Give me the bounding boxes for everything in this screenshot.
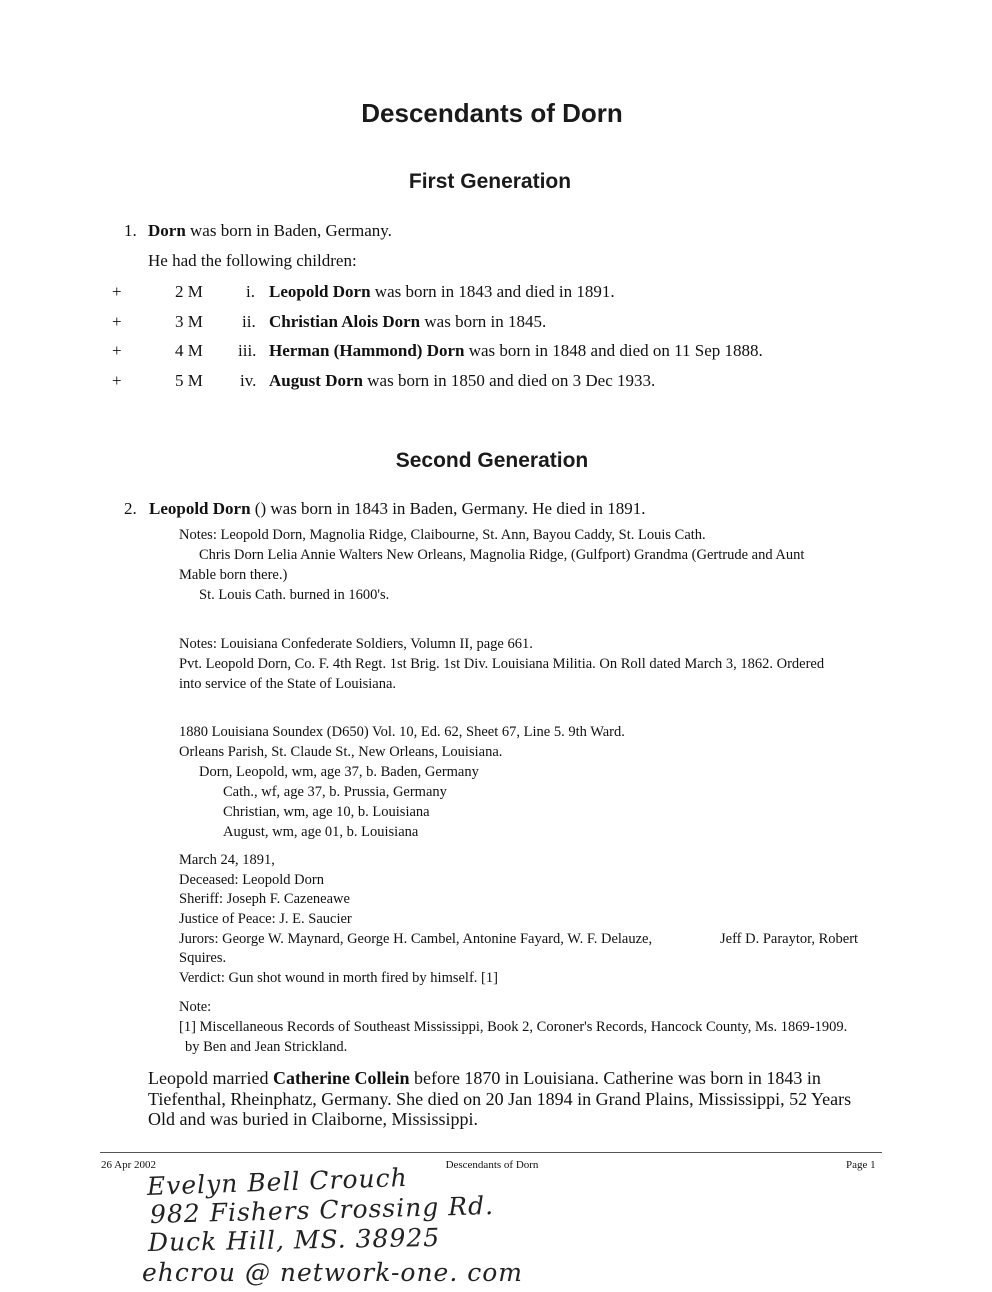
census-line: Christian, wm, age 10, b. Louisiana — [223, 804, 430, 820]
plus-marker: + — [112, 341, 122, 360]
coroner-line: Sheriff: Joseph F. Cazeneawe — [179, 891, 350, 907]
coroner-line: March 24, 1891, — [179, 852, 275, 868]
plus-marker: + — [112, 371, 122, 390]
gen1-entry-text: was born in Baden, Germany. — [185, 221, 392, 240]
coroner-line: Jurors: George W. Maynard, George H. Cambel, Antonine Fayard, W. F. Delauze, — [179, 931, 653, 947]
child-name: August Dorn — [269, 371, 363, 390]
first-generation-heading: First Generation — [408, 170, 572, 193]
child-text — [269, 371, 655, 391]
coroner-line: Jeff D. Paraytor, Robert — [720, 931, 859, 947]
child-text — [269, 282, 615, 302]
coroner-line: Deceased: Leopold Dorn — [179, 872, 324, 888]
child-roman: i. — [246, 282, 255, 301]
coroner-line: Verdict: Gun shot wound in morth fired by himself. [1] — [179, 970, 498, 986]
gen2-entry-number: 2. — [124, 499, 137, 518]
note-line: Pvt. Leopold Dorn, Co. F. 4th Regt. 1st Brig. 1st Div. Louisiana Militia. On Roll dated March 3, 1862. Ordered — [179, 656, 825, 672]
census-line: Orleans Parish, St. Claude St., New Orleans, Louisiana. — [179, 744, 503, 760]
child-roman: iii. — [238, 341, 257, 360]
child-detail: was born in 1848 and died on 11 Sep 1888. — [464, 341, 763, 360]
gen2-entry-name: Leopold Dorn — [149, 499, 251, 518]
child-number: 2 M — [175, 282, 203, 301]
handwritten-line: Duck Hill, MS. 38925 — [147, 1222, 441, 1257]
note-line: Notes: Louisiana Confederate Soldiers, Volumn II, page 661. — [179, 636, 533, 652]
note-line: Mable born there.) — [179, 567, 288, 583]
child-text — [269, 341, 763, 361]
spouse-name: Catherine Collein — [272, 1068, 410, 1088]
gen1-entry-number: 1. — [124, 221, 137, 240]
marriage-line: Tiefenthal, Rheinphatz, Germany. She died on 20 Jan 1894 in Grand Plains, Mississippi, 52 Years — [148, 1089, 852, 1109]
citation-line: [1] Miscellaneous Records of Southeast Mississippi, Book 2, Coroner's Records, Hancock County, Ms. 1869-1909. — [179, 1019, 848, 1035]
footer-rule — [100, 1152, 882, 1153]
gen2-entry — [149, 499, 646, 519]
gen2-entry-text: () was born in 1843 in Baden, Germany. He died in 1891. — [250, 499, 646, 518]
marriage-text: before 1870 in Louisiana. Catherine was born in 1843 in — [409, 1068, 821, 1088]
plus-marker: + — [112, 312, 122, 331]
note-line: Notes: Leopold Dorn, Magnolia Ridge, Claibourne, St. Ann, Bayou Caddy, St. Louis Cath. — [179, 527, 706, 543]
gen1-entry-name: Dorn — [148, 221, 186, 240]
handwritten-line: ehcrou @ network-one. com — [142, 1258, 523, 1287]
footer-page: Page 1 — [846, 1159, 876, 1171]
child-name: Herman (Hammond) Dorn — [269, 341, 465, 360]
census-line: August, wm, age 01, b. Louisiana — [223, 824, 419, 840]
child-detail: was born in 1843 and died in 1891. — [370, 282, 615, 301]
plus-marker: + — [112, 282, 122, 301]
page-title: Descendants of Dorn — [361, 98, 623, 128]
census-line: Dorn, Leopold, wm, age 37, b. Baden, Germany — [199, 764, 479, 780]
child-detail: was born in 1850 and died on 3 Dec 1933. — [363, 371, 656, 390]
handwritten-line: 982 Fishers Crossing Rd. — [149, 1190, 495, 1229]
child-text — [269, 312, 546, 332]
child-roman: iv. — [240, 371, 257, 390]
child-detail: was born in 1845. — [420, 312, 547, 331]
handwritten-line: Evelyn Bell Crouch — [146, 1162, 409, 1201]
census-line: Cath., wf, age 37, b. Prussia, Germany — [223, 784, 447, 800]
child-number: 3 M — [175, 312, 203, 331]
child-number: 4 M — [175, 341, 203, 360]
children-intro: He had the following children: — [148, 251, 357, 270]
note-label: Note: — [179, 999, 212, 1015]
child-number: 5 M — [175, 371, 203, 390]
child-roman: ii. — [242, 312, 256, 331]
note-line: St. Louis Cath. burned in 1600's. — [199, 587, 390, 603]
note-line: Chris Dorn Lelia Annie Walters New Orleans, Magnolia Ridge, (Gulfport) Grandma (Gertrude and Aunt — [199, 547, 805, 563]
second-generation-heading: Second Generation — [395, 449, 589, 472]
census-line: 1880 Louisiana Soundex (D650) Vol. 10, Ed. 62, Sheet 67, Line 5. 9th Ward. — [179, 724, 625, 740]
citation-line: by Ben and Jean Strickland. — [185, 1039, 348, 1055]
footer-date: 26 Apr 2002 — [101, 1159, 156, 1171]
marriage-text: Leopold married — [148, 1068, 273, 1088]
coroner-line: Squires. — [179, 950, 227, 966]
child-name: Christian Alois Dorn — [269, 312, 421, 331]
child-name: Leopold Dorn — [269, 282, 371, 301]
footer-title: Descendants of Dorn — [445, 1159, 539, 1171]
note-line: into service of the State of Louisiana. — [179, 676, 397, 692]
marriage-line: Old and was buried in Claiborne, Mississippi. — [148, 1109, 478, 1129]
marriage-line — [148, 1068, 821, 1089]
gen1-entry — [148, 221, 392, 241]
coroner-line: Justice of Peace: J. E. Saucier — [179, 911, 352, 927]
